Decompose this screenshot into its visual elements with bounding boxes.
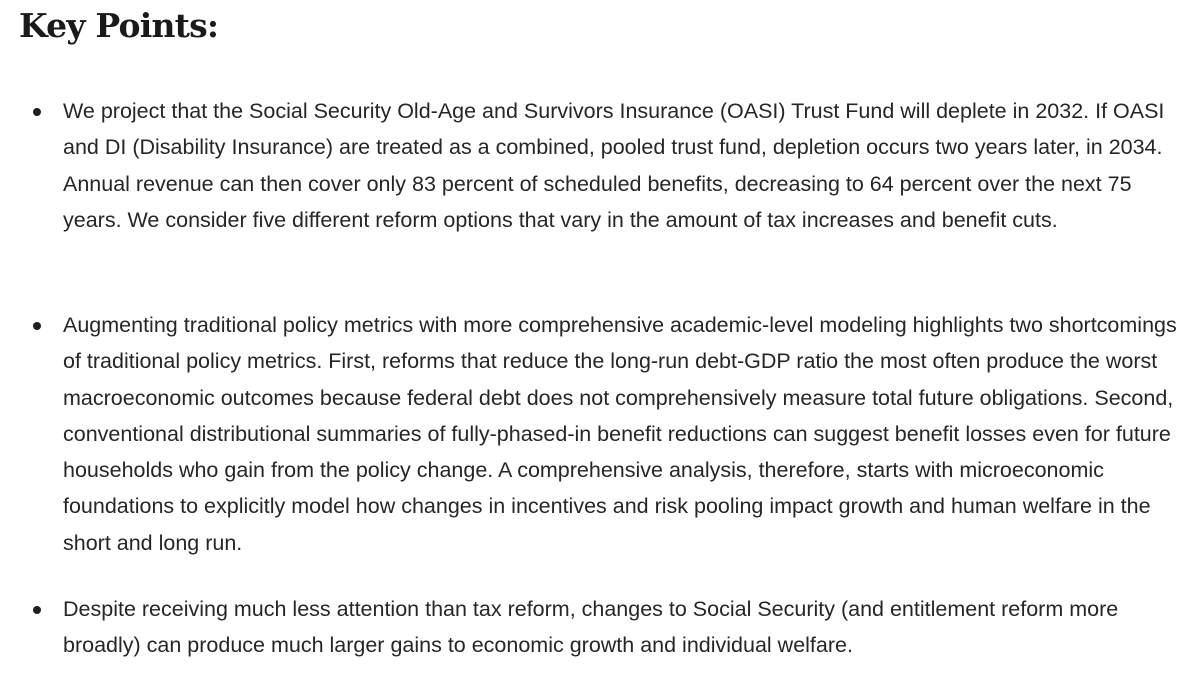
list-item-text: Augmenting traditional policy metrics with more comprehensive academic-level modeling highlights two shortcomings of traditional policy metrics. First, reforms that reduce the long-run debt-GDP ratio the most often produce the worst macroeconomic outcomes because federal debt does not comprehensively measure total future obligations. Second, conventional distributional summaries of fully-phased-in benefit reductions can suggest benefit losses even for future households who gain from the policy change. A comprehensive analysis, therefore, starts with microeconomic foundations to explicitly model how changes in incentives and risk pooling impact growth and human welfare in the short and long run. — [63, 313, 1177, 555]
list-item-text: Despite receiving much less attention than tax reform, changes to Social Security (and entitlement reform more broadly) can produce much larger gains to economic growth and individual welfare. — [63, 597, 1119, 658]
page-title: Key Points: — [19, 6, 219, 45]
bullet-icon — [33, 606, 41, 614]
bullet-icon — [33, 322, 41, 330]
bullet-icon — [33, 108, 41, 116]
list-item-text: We project that the Social Security Old-Age and Survivors Insurance (OASI) Trust Fund will deplete in 2032. If OASI and DI (Disability Insurance) are treated as a combined, pooled trust fund, depletion occurs two years later, in 2034. Annual revenue can then cover only 83 percent of scheduled benefits, decreasing to 64 percent over the next 75 years. We consider five different reform options that vary in the amount of tax increases and benefit cuts. — [63, 99, 1165, 232]
